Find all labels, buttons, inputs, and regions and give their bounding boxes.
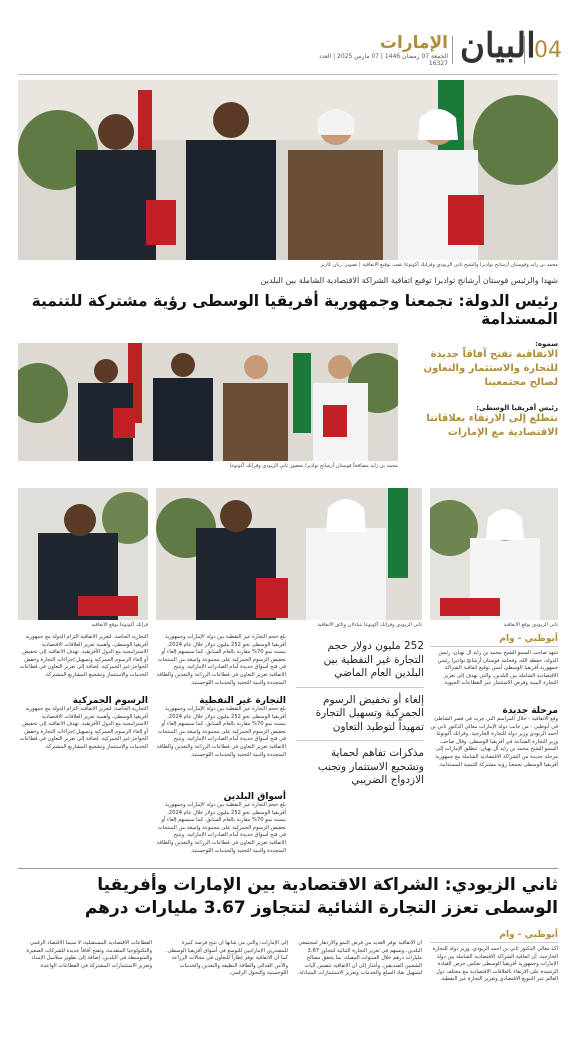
- article2-headline: ثاني الزيودي: الشراكة الاقتصادية بين الإمارات وأفريقيا الوسطى تعزز التجارة الثنائية لتتجاوز 3.67 مليارات درهم: [84, 875, 558, 918]
- body-text: أكد معالي الدكتور ثاني بن أحمد الزيودي، وزير دولة للتجارة الخارجية، أن اتفاقية الشراكة الاقتصادية الشاملة بين دولة الإمارات وجمهورية أفريقيا الوسطى تعكس حرص القيادة الرشيدة على الارتقاء بالعلاقات الاقتصادية مع مختلف دول العالم عبر التنويع الاقتصادي وتعزيز التجارة غير النفطية.: [432, 946, 558, 983]
- mid-photo-caption: محمد بن زايد مصافحاً فوستان أرشانج تواديرا بحضور ثاني الزيودي وفرانك أكوتوغا: [230, 463, 398, 469]
- dateline: أبوظبي - وام: [499, 634, 558, 644]
- masthead: [0, 0, 576, 74]
- quote-text: نتطلع إلى الارتقاء بعلاقاتنا الاقتصادية مع الإمارات: [426, 413, 558, 438]
- body-text: وقع الاتفاقية - خلال المراسم التي جرت في قصر الشاطئ في أبوظبي - من جانب دولة الإمارات معالي الدكتور ثاني بن أحمد الزيودي وزير دولة للتجارة الخارجية، وفرانك أكوتوغا وزير التجارة الصناعة في أفريقيا الوسطى. وقال صاحب السمو الشيخ محمد بن زايد آل نهيان: تنطلق الإمارات إلى مرحلة جديدة من الشراكة الاقتصادية الشاملة مع جمهورية أفريقيا الوسطى تجمعنا رؤية مشتركة للتنمية المستدامة.: [430, 716, 558, 768]
- mid-photo: [18, 343, 398, 461]
- section-title: الإمارات: [379, 33, 448, 53]
- body-text: التجارية الخاصة، لتعزيز الاتفاقية التزام الدولة مع جمهورية أفريقيا الوسطى، وأهمية تعزيز العلاقات الاقتصادية الاستراتيجية مع الدول الأفريقية. تهدف الاتفاقية إلى تخفيض أو إلغاء الرسوم الجمركية وتسهيل إجراءات التجارة وخفض الحواجز غير الجمركية، إضافة إلى تعزيز التعاون في قطاعات الخدمات والاستثمار وتشجيع المشاريع المشتركة.: [19, 634, 148, 678]
- strip-photo-3: [18, 488, 148, 620]
- divider: [452, 36, 453, 64]
- article2-col-3: [160, 940, 288, 1050]
- article1-col-right: [430, 634, 558, 846]
- body-text: أن الاتفاقية توفر العديد من فرص النمو والازدهار لمجتمعي البلدين، وتسهم في تعزيز التجارة الثنائية لتتجاوز 3.67 مليارات درهم خلال السنوات المقبلة، بما يحقق مصالح الشعبين الصديقين. وأشار إلى أن الاتفاقية تتضمن آليات لتسهيل نفاذ السلع والخدمات وتعزيز الاستثمارات المتبادلة.: [297, 940, 422, 977]
- subhead: الرسوم الجمركية: [72, 696, 148, 706]
- rule: [296, 687, 424, 688]
- rule: [430, 646, 558, 647]
- body-text: شهد صاحب السمو الشيخ محمد بن زايد آل نهيان، رئيس الدولة، حفظه الله، وفخامة فوستان أرشانج تواديرا رئيس جمهورية أفريقيا الوسطى أمس توقيع اتفاقية الشراكة الاقتصادية الشاملة بين البلدين، والتي تهدف إلى تعزيز التجارة البينية وفرص الاستثمار عبر القطاعات الحيوية.: [437, 650, 558, 687]
- body-text: بلغ حجم التجارة غير النفطية بين دولة الإمارات وجمهورية أفريقيا الوسطى نحو 252 مليون دولار خلال عام 2024، بنسبة نمو 70% مقارنة بالعام السابق. كما سيسهم إلغاء أو تخفيض الرسوم الجمركية على مجموعة واسعة من المنتجات في فتح أسواق جديدة أمام الصادرات الإماراتية. وتتيح الاتفاقية تعزيز التعاون في قطاعات الزراعة والتعدين والطاقة المتجددة والبنية التحتية والخدمات اللوجستية.: [156, 802, 286, 854]
- pull-quote: إلغاء أو تخفيض الرسوم الجمركية وتسهيل التجارة تمهيداً لتوطيد التعاون: [315, 693, 424, 733]
- top-photo: [18, 80, 558, 260]
- body-text: إلى الإمارات، والتي من شأنها أن تتيح فرصة كبيرة للمصدرين الإماراتيين للتوسع في أسواق أفريقيا الوسطى. كما أن الاتفاقية توفر إطاراً للتعاون في مجالات الزراعة والأمن الغذائي والطاقة النظيفة والتعدين والخدمات اللوجستية والتحول الرقمي.: [165, 940, 288, 977]
- quote-2: [410, 404, 558, 440]
- masthead-rule: [18, 74, 558, 75]
- lead-headline: رئيس الدولة: تجمعنا وجمهورية أفريقيا الوسطى رؤية مشتركة للتنمية المستدامة: [31, 292, 558, 328]
- body-text: بلغ حجم التجارة غير النفطية بين دولة الإمارات وجمهورية أفريقيا الوسطى نحو 252 مليون دولار خلال عام 2024، بنسبة نمو 70% مقارنة بالعام السابق. كما سيسهم إلغاء أو تخفيض الرسوم الجمركية على مجموعة واسعة من المنتجات في فتح أسواق جديدة أمام الصادرات الإماراتية. وتتيح الاتفاقية تعزيز التعاون في قطاعات الزراعة والتعدين والطاقة المتجددة والبنية التحتية والخدمات اللوجستية.: [156, 706, 286, 758]
- section-rule: [18, 868, 558, 869]
- pull-quote: مذكرات تفاهم لحماية وتشجيع الاستثمار وتجنب الازدواج الضريبي: [317, 747, 424, 786]
- issue-dateline: الجمعة 07 رمضان 1446 | 07 مارس 2025 | العدد 16327: [318, 53, 448, 67]
- lead-kicker: شهدا والرئيس فوستان أرشانج تواديرا توقيع اتفاقية الشراكة الاقتصادية الشاملة بين البلدين: [260, 276, 558, 285]
- top-photo-caption: محمد بن زايد وفوستان أرشانج تواديرا والشيخ ثاني الزيودي وفرانك أكوتوغا عقب توقيع الاتفاقية | تصوير: ريان كارتر: [320, 262, 558, 268]
- quote-label: رئيس أفريقيا الوسطى:: [476, 404, 558, 412]
- newspaper-logo: البيان: [460, 26, 536, 66]
- subhead: أسواق البلدين: [223, 792, 286, 802]
- article1-pull-quotes: [296, 640, 424, 788]
- article2-col-4: [18, 940, 152, 1050]
- dateline: أبوظبي - وام: [499, 930, 558, 940]
- rule: [430, 942, 558, 943]
- article1-col-left: [18, 634, 148, 866]
- quote-1: [410, 340, 558, 390]
- strip-photo-1-caption: ثاني الزيودي يوقع الاتفاقية: [503, 622, 558, 628]
- quote-text: الاتفاقية تفتح آفاقاً جديدة للتجارة والاستثمار والتعاون لصالح مجتمعينا: [423, 349, 558, 388]
- quote-label: سموه:: [535, 340, 558, 348]
- body-text: القطاعات الاقتصادية المستقبلية، لا سيما الاقتصاد الرقمي والتكنولوجيا المتقدمة، وتفتح آفاقاً جديدة للشركات الصغيرة والمتوسطة في البلدين، إضافة إلى تطوير سلاسل الإمداد وتعزيز الاستثمارات المشتركة في القطاعات الواعدة.: [26, 940, 152, 969]
- article2-col-2: [296, 940, 422, 1050]
- article2-col-1: [430, 930, 558, 1054]
- strip-photo-3-caption: فرانك أكوتوغا يوقع الاتفاقية: [91, 622, 148, 628]
- pull-quote: 252 مليون دولار حجم التجارة غير النفطية بين البلدين العام الماضي: [323, 640, 424, 679]
- strip-photo-1: [430, 488, 558, 620]
- subhead: التجارة غير النفطية: [199, 696, 286, 706]
- article1-col-mid: [156, 634, 286, 870]
- body-text: التجارية الخاصة، لتعزيز الاتفاقية التزام الدولة مع جمهورية أفريقيا الوسطى، وأهمية تعزيز العلاقات الاقتصادية الاستراتيجية مع الدول الأفريقية. تهدف الاتفاقية إلى تخفيض أو إلغاء الرسوم الجمركية وتسهيل إجراءات التجارة وخفض الحواجز غير الجمركية، إضافة إلى تعزيز التعاون في قطاعات الخدمات والاستثمار وتشجيع المشاريع المشتركة.: [19, 706, 148, 750]
- strip-photo-2: [156, 488, 422, 620]
- strip-photo-2-caption: ثاني الزيودي وفرانك أكوتوغا يتبادلان وثائق الاتفاقية: [317, 622, 422, 628]
- rule: [296, 740, 424, 741]
- body-text: بلغ حجم التجارة غير النفطية بين دولة الإمارات وجمهورية أفريقيا الوسطى نحو 252 مليون دولار خلال عام 2024، بنسبة نمو 70% مقارنة بالعام السابق. كما سيسهم إلغاء أو تخفيض الرسوم الجمركية على مجموعة واسعة من المنتجات في فتح أسواق جديدة أمام الصادرات الإماراتية. وتتيح الاتفاقية تعزيز التعاون في قطاعات الزراعة والتعدين والطاقة المتجددة والبنية التحتية والخدمات اللوجستية.: [156, 634, 286, 686]
- page-number: 04: [534, 38, 562, 63]
- subhead: مرحلة جديدة: [502, 706, 558, 716]
